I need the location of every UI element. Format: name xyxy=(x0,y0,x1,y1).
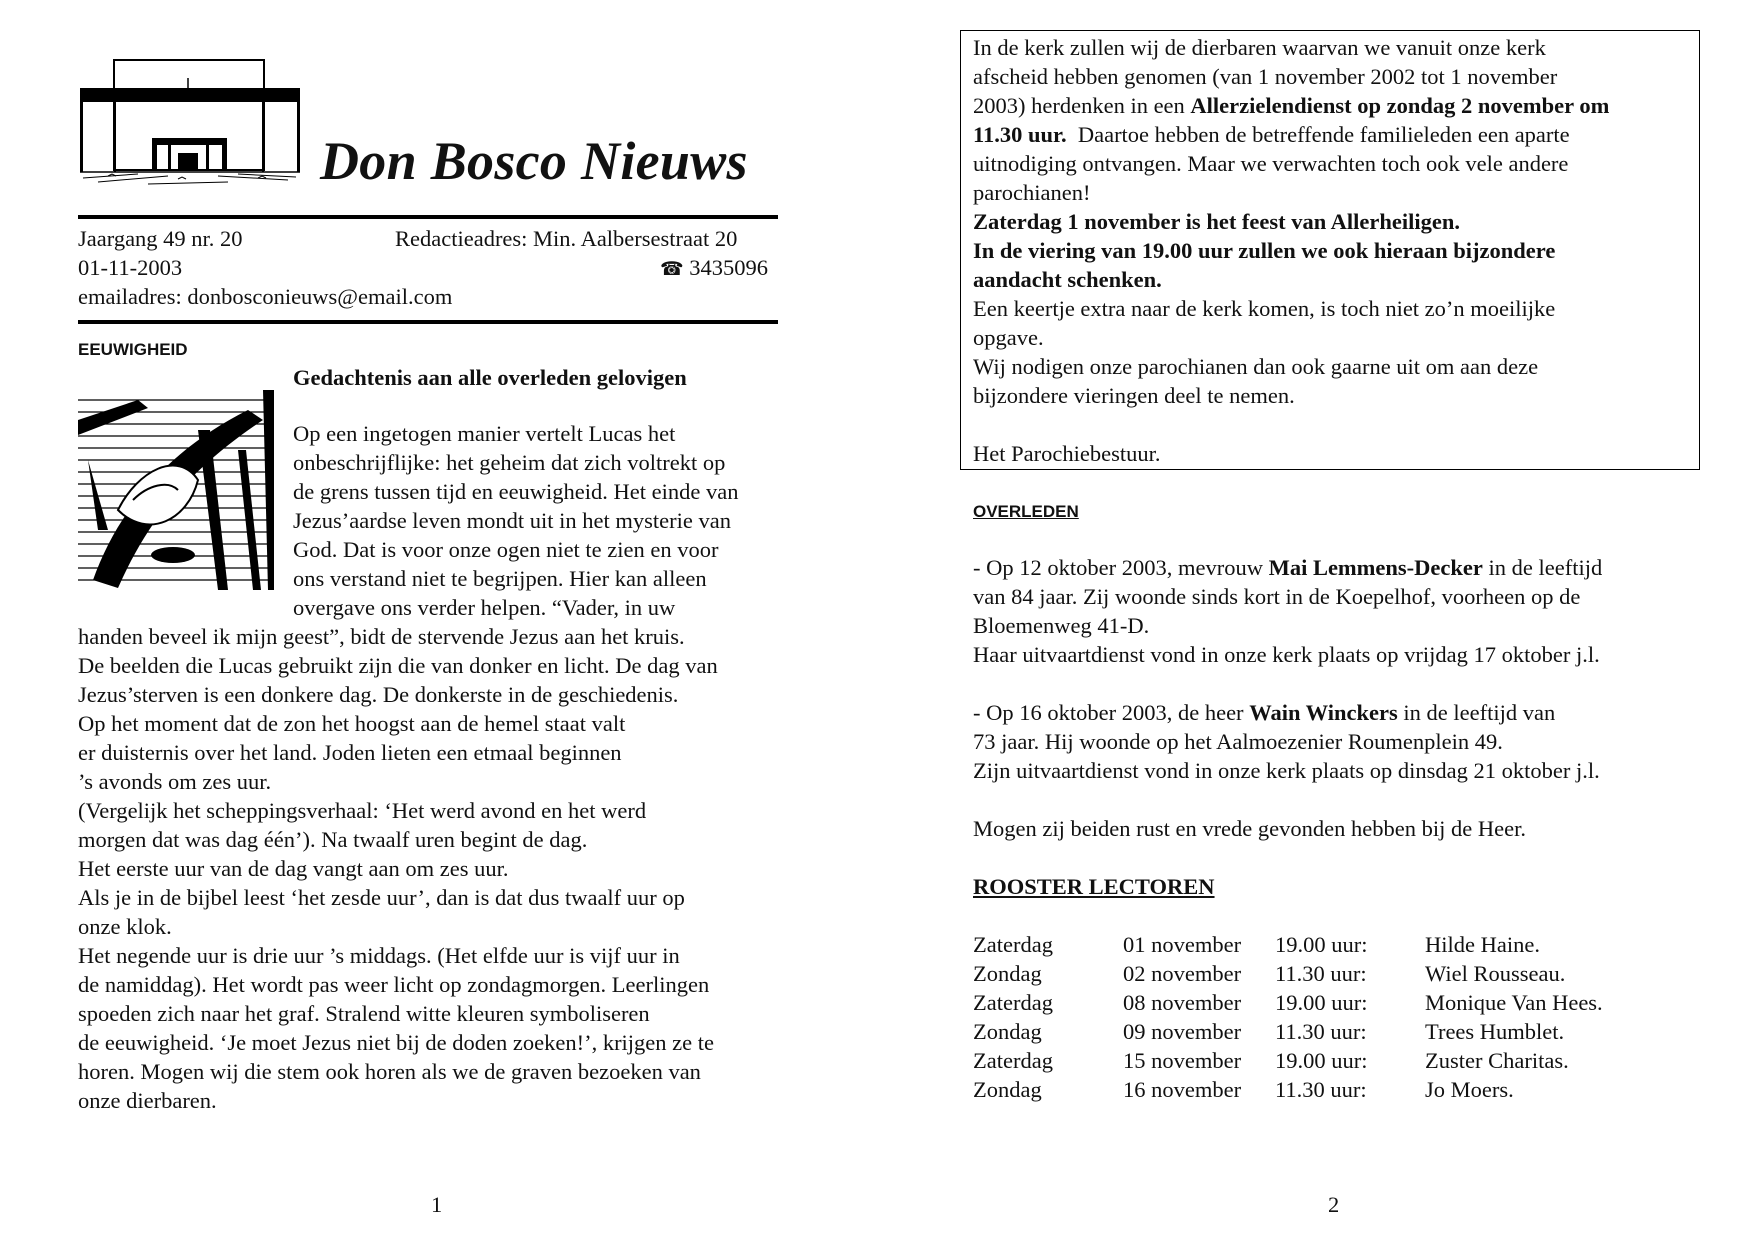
rooster-row xyxy=(973,1017,1673,1046)
overleden-heading: OVERLEDEN xyxy=(973,502,1079,521)
obituary-text-part: - Op 12 oktober 2003, mevrouw xyxy=(973,555,1269,580)
rooster-heading: ROOSTER LECTOREN xyxy=(973,874,1215,899)
phone-line xyxy=(660,253,768,284)
obituary-2 xyxy=(973,698,1600,785)
announcement-line: In de viering van 19.00 uur zullen we ook hieraan bijzondere xyxy=(973,238,1556,263)
closing-text: Mogen zij beiden rust en vrede gevonden hebben bij de Heer. xyxy=(973,816,1526,841)
jaargang: Jaargang 49 nr. 20 xyxy=(78,226,243,251)
phone-number: 3435096 xyxy=(689,255,769,280)
article-line: ’s avonds om zes uur. xyxy=(78,769,272,794)
rooster-time: 11.30 uur: xyxy=(1275,961,1367,986)
obituary-line: 73 jaar. Hij woonde op het Aalmoezenier Roumenplein 49. xyxy=(973,729,1503,754)
rooster-day: Zaterdag xyxy=(973,932,1053,957)
article-line: Jezus’sterven is een donkere dag. De donkerste in de geschiedenis. xyxy=(78,682,679,707)
article-line: horen. Mogen wij die stem ook horen als we de graven bezoeken van xyxy=(78,1059,701,1084)
section-title: EEUWIGHEID xyxy=(78,340,188,359)
newsletter-title: Don Bosco Nieuws xyxy=(320,131,748,191)
rooster-date: 16 november xyxy=(1123,1077,1242,1102)
article-line: Als je in de bijbel leest ‘het zesde uur’, dan is dat dus twaalf uur op xyxy=(78,885,685,910)
announcement-line: aandacht schenken. xyxy=(973,267,1162,292)
article-line: handen beveel ik mijn geest”, bidt de stervende Jezus aan het kruis. xyxy=(78,624,685,649)
rooster-date: 02 november xyxy=(1123,961,1242,986)
article-line: De beelden die Lucas gebruikt zijn die van donker en licht. De dag van xyxy=(78,653,718,678)
article-line: Het negende uur is drie uur ’s middags. (Het elfde uur is vijf uur in xyxy=(78,943,680,968)
rooster-row xyxy=(973,930,1673,959)
announcement-line: In de kerk zullen wij de dierbaren waarvan we vanuit onze kerk xyxy=(973,35,1546,60)
rooster-date: 15 november xyxy=(1123,1048,1242,1073)
page-number-2: 2 xyxy=(1328,1192,1340,1217)
article-line: God. Dat is voor onze ogen niet te zien en voor xyxy=(293,537,719,562)
obituary-line xyxy=(973,698,1600,727)
announcement-line xyxy=(973,120,1609,149)
rooster-day: Zaterdag xyxy=(973,1048,1053,1073)
headline: Gedachtenis aan alle overleden gelovigen xyxy=(293,365,687,390)
rooster-time: 11.30 uur: xyxy=(1275,1077,1367,1102)
article-line: onbeschrijflijke: het geheim dat zich voltrekt op xyxy=(293,450,726,475)
article-line: morgen dat was dag één’). Na twaalf uren begint de dag. xyxy=(78,827,588,852)
announcement-line: Een keertje extra naar de kerk komen, is toch niet zo’n moeilijke xyxy=(973,296,1556,321)
rooster-time: 11.30 uur: xyxy=(1275,1019,1367,1044)
article-line: overgave ons verder helpen. “Vader, in uw xyxy=(293,595,676,620)
header-bottom-rule xyxy=(78,320,778,324)
rooster-time: 19.00 uur: xyxy=(1275,1048,1368,1073)
article-line: de namiddag). Het wordt pas weer licht op zondagmorgen. Leerlingen xyxy=(78,972,710,997)
rooster-date: 01 november xyxy=(1123,932,1242,957)
obituary-text-part: - Op 16 oktober 2003, de heer xyxy=(973,700,1250,725)
announcement-text-part: 2003) herdenken in een xyxy=(973,93,1191,118)
rooster-time: 19.00 uur: xyxy=(1275,932,1368,957)
rooster-name: Wiel Rousseau. xyxy=(1425,961,1566,986)
article-line: (Vergelijk het scheppingsverhaal: ‘Het werd avond en het werd xyxy=(78,798,647,823)
announcement-line: opgave. xyxy=(973,325,1044,350)
announcement-text xyxy=(973,33,1609,468)
article-intro xyxy=(293,419,739,622)
rooster-date: 08 november xyxy=(1123,990,1242,1015)
announcement-line: parochianen! xyxy=(973,180,1091,205)
announcement-bold: Allerzielendienst op zondag 2 november om xyxy=(1190,93,1610,118)
page-number-1: 1 xyxy=(431,1192,443,1217)
obituary-line: Zijn uitvaartdienst vond in onze kerk plaats op dinsdag 21 oktober j.l. xyxy=(973,758,1600,783)
email-line: emailadres: donbosconieuws@email.com xyxy=(78,284,453,309)
obituary-text-part: in de leeftijd xyxy=(1482,555,1603,580)
article-illustration xyxy=(78,390,274,590)
announcement-line xyxy=(973,91,1609,120)
announcement-line: Zaterdag 1 november is het feest van Allerheiligen. xyxy=(973,209,1461,234)
header-top-rule xyxy=(78,215,778,219)
article-line: onze klok. xyxy=(78,914,172,939)
phone-icon: ☎ xyxy=(660,258,684,280)
obituary-name: Mai Lemmens-Decker xyxy=(1268,555,1483,580)
redactie-address: Redactieadres: Min. Aalbersestraat 20 xyxy=(395,226,738,251)
rooster-name: Zuster Charitas. xyxy=(1425,1048,1569,1073)
rooster-day: Zondag xyxy=(973,1019,1042,1044)
announcement-bold: 11.30 uur. xyxy=(973,122,1067,147)
rooster-table xyxy=(973,930,1673,1104)
rooster-name: Hilde Haine. xyxy=(1425,932,1540,957)
rooster-day: Zondag xyxy=(973,961,1042,986)
article-line: Op het moment dat de zon het hoogst aan de hemel staat valt xyxy=(78,711,626,736)
article-line: de grens tussen tijd en eeuwigheid. Het einde van xyxy=(293,479,739,504)
rooster-date: 09 november xyxy=(1123,1019,1242,1044)
article-line: onze dierbaren. xyxy=(78,1088,217,1113)
obituary-line xyxy=(973,553,1602,582)
rooster-row xyxy=(973,988,1673,1017)
article-body xyxy=(78,622,718,1115)
rooster-day: Zondag xyxy=(973,1077,1042,1102)
announcement-line: Wij nodigen onze parochianen dan ook gaarne uit om aan deze xyxy=(973,354,1539,379)
article-line: Op een ingetogen manier vertelt Lucas het xyxy=(293,421,676,446)
announcement-line: afscheid hebben genomen (van 1 november 2002 tot 1 november xyxy=(973,64,1558,89)
rooster-time: 19.00 uur: xyxy=(1275,990,1368,1015)
article-line: Het eerste uur van de dag vangt aan om zes uur. xyxy=(78,856,509,881)
obituary-line: Bloemenweg 41-D. xyxy=(973,613,1150,638)
rooster-name: Jo Moers. xyxy=(1425,1077,1514,1102)
rooster-row xyxy=(973,959,1673,988)
article-line: ons verstand niet te begrijpen. Hier kan alleen xyxy=(293,566,707,591)
rooster-name: Trees Humblet. xyxy=(1425,1019,1565,1044)
issue-date: 01-11-2003 xyxy=(78,255,183,280)
church-logo xyxy=(78,58,303,193)
announcement-line xyxy=(973,410,1609,439)
rooster-name: Monique Van Hees. xyxy=(1425,990,1603,1015)
announcement-line: bijzondere vieringen deel te nemen. xyxy=(973,383,1295,408)
rooster-row xyxy=(973,1075,1673,1104)
obituary-text-part: in de leeftijd van xyxy=(1397,700,1556,725)
announcement-line: uitnodiging ontvangen. Maar we verwachten toch ook vele andere xyxy=(973,151,1569,176)
article-line: er duisternis over het land. Joden lieten een etmaal beginnen xyxy=(78,740,622,765)
article-line: Jezus’aardse leven mondt uit in het mysterie van xyxy=(293,508,731,533)
article-line: de eeuwigheid. ‘Je moet Jezus niet bij de doden zoeken!’, krijgen ze te xyxy=(78,1030,715,1055)
obituary-line: Haar uitvaartdienst vond in onze kerk plaats op vrijdag 17 oktober j.l. xyxy=(973,642,1600,667)
article-line: spoeden zich naar het graf. Stralend witte kleuren symboliseren xyxy=(78,1001,650,1026)
rooster-row xyxy=(973,1046,1673,1075)
obituary-1 xyxy=(973,553,1602,669)
announcement-line: Het Parochiebestuur. xyxy=(973,441,1161,466)
obituary-name: Wain Winckers xyxy=(1249,700,1398,725)
rooster-day: Zaterdag xyxy=(973,990,1053,1015)
obituary-line: van 84 jaar. Zij woonde sinds kort in de Koepelhof, voorheen op de xyxy=(973,584,1581,609)
announcement-text-part: Daartoe hebben de betreffende familieleden een aparte xyxy=(1066,122,1570,147)
